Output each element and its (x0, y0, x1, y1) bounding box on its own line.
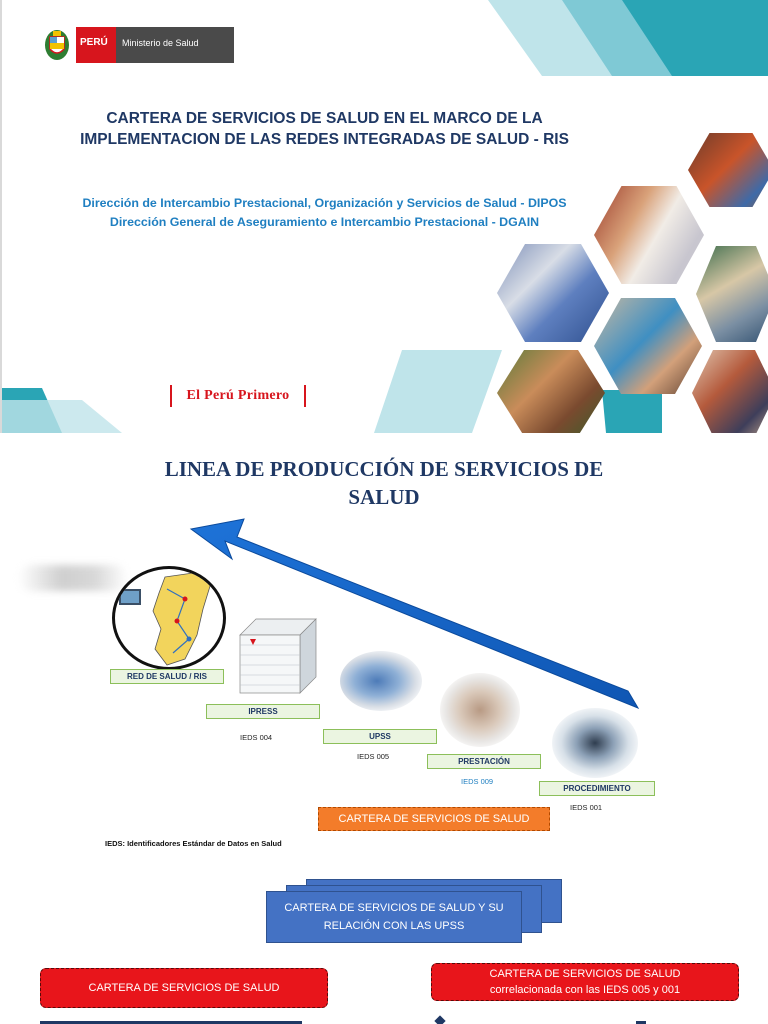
level-label-ipress: IPRESS (206, 704, 320, 719)
cartera-servicios-box: CARTERA DE SERVICIOS DE SALUD (318, 807, 550, 831)
cover-slide (0, 0, 768, 433)
coat-of-arms-icon (42, 27, 72, 63)
upss-photo (340, 651, 422, 711)
procedimiento-photo (552, 708, 638, 778)
ministry-logo[interactable] (42, 27, 234, 63)
level-label-procedimiento: PROCEDIMIENTO (539, 781, 655, 796)
ieds-code-procedimiento: IEDS 001 (570, 803, 603, 812)
hospital-building-image (236, 615, 320, 695)
red-box-line: correlacionada con las IEDS 005 y 001 (489, 984, 681, 996)
card-title-line: CARTERA DE SERVICIOS DE SALUD Y SU (284, 902, 504, 914)
blurred-shape (18, 565, 128, 591)
ieds-definition-note: IEDS: Identificadores Estándar de Datos en Salud (105, 839, 282, 848)
level-label-upss: UPSS (323, 729, 437, 744)
network-map-image (112, 566, 226, 670)
ieds-code-ipress: IEDS 004 (240, 733, 273, 742)
cover-title (42, 108, 607, 150)
cover-subtitle-line: Dirección General de Aseguramiento e Intercambio Prestacional - DGAIN (109, 215, 540, 229)
card-title (266, 899, 522, 935)
red-box-cartera-ieds (431, 963, 739, 1001)
level-label-prestacion: PRESTACIÓN (427, 754, 541, 769)
card-title-line: RELACIÓN CON LAS UPSS (323, 920, 465, 932)
slide-title-line: LINEA DE PRODUCCIÓN DE SERVICIOS DE (164, 457, 604, 481)
level-label-red-salud: RED DE SALUD / RIS (110, 669, 224, 684)
logo-ministry: Ministerio de Salud (116, 27, 234, 63)
cover-subtitle (42, 194, 607, 232)
bottom-marker-icon (434, 1015, 445, 1024)
logo-country: PERÚ (76, 27, 116, 63)
ieds-code-upss: IEDS 005 (357, 752, 390, 761)
cover-title-line: IMPLEMENTACION DE LAS REDES INTEGRADAS DE SALUD - RIS (80, 131, 569, 148)
red-box-cartera: CARTERA DE SERVICIOS DE SALUD (40, 968, 328, 1008)
slogan-logo: El Perú Primero (170, 385, 306, 407)
red-box-line: CARTERA DE SERVICIOS DE SALUD (489, 968, 681, 980)
cover-subtitle-line: Dirección de Intercambio Prestacional, Organización y Servicios de Salud - DIPOS (82, 196, 567, 210)
ieds-code-prestacion: IEDS 009 (461, 777, 494, 786)
cover-title-line: CARTERA DE SERVICIOS DE SALUD EN EL MARCO DE LA (106, 110, 543, 127)
slide-title-line: SALUD (348, 485, 420, 509)
production-line-slide (0, 433, 768, 1024)
prestacion-photo (440, 673, 520, 747)
